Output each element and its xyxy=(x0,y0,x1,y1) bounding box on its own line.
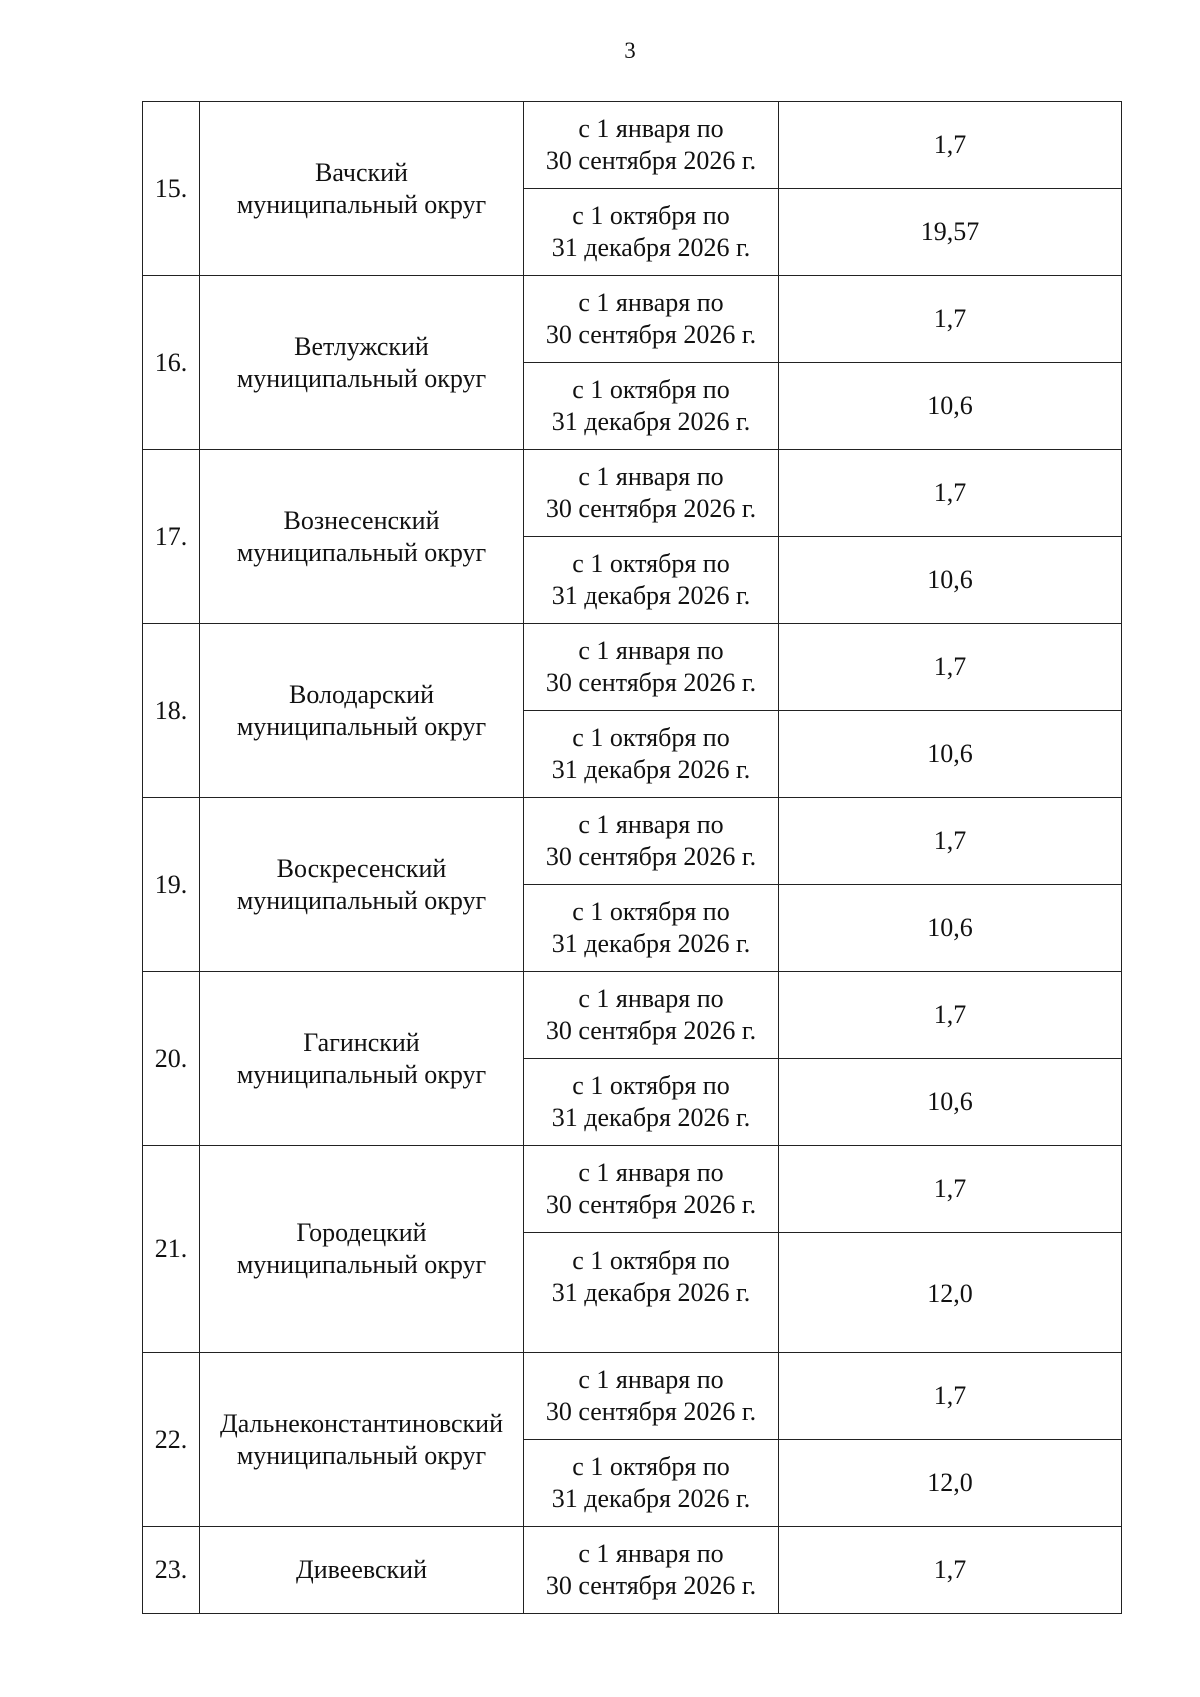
rate-cell: 12,0 xyxy=(779,1440,1122,1527)
period-cell-line1: с 1 октября по xyxy=(572,375,730,404)
row-number: 20. xyxy=(143,972,200,1146)
period-cell xyxy=(524,711,779,798)
period-cell xyxy=(524,972,779,1059)
period-cell xyxy=(524,798,779,885)
table-row xyxy=(143,1146,1122,1233)
period-cell xyxy=(524,1353,779,1440)
period-cell xyxy=(524,1233,779,1353)
row-number: 22. xyxy=(143,1353,200,1527)
period-cell-line2: 30 сентября 2026 г. xyxy=(545,842,757,871)
table-row xyxy=(143,798,1122,885)
period-cell-line1: с 1 января по xyxy=(578,288,724,317)
rate-cell: 10,6 xyxy=(779,1059,1122,1146)
period-cell-line1: с 1 января по xyxy=(578,636,724,665)
district-name-line1: Городецкий xyxy=(296,1218,427,1247)
table-row xyxy=(143,1527,1122,1614)
rate-cell: 1,7 xyxy=(779,450,1122,537)
period-cell-line2: 31 декабря 2026 г. xyxy=(551,1484,751,1513)
rate-cell: 10,6 xyxy=(779,711,1122,798)
district-name-line1: Ветлужский xyxy=(294,331,429,361)
rate-cell: 1,7 xyxy=(779,624,1122,711)
table-row xyxy=(143,276,1122,363)
district-name-line2: муниципальный округ xyxy=(236,1250,487,1279)
table-row xyxy=(143,972,1122,1059)
period-cell xyxy=(524,537,779,624)
period-cell-line1: с 1 января по xyxy=(578,114,724,143)
period-cell xyxy=(524,1527,779,1614)
rate-cell: 1,7 xyxy=(779,1146,1122,1233)
period-cell-line1: с 1 января по xyxy=(578,1539,724,1568)
period-cell-line2: 30 сентября 2026 г. xyxy=(545,1016,757,1045)
period-cell xyxy=(524,624,779,711)
district-name xyxy=(200,450,524,624)
district-name-line2: муниципальный округ xyxy=(236,711,487,741)
row-number: 21. xyxy=(143,1146,200,1353)
district-name xyxy=(200,798,524,972)
period-cell-line2: 31 декабря 2026 г. xyxy=(551,407,751,436)
period-cell-line1: с 1 октября по xyxy=(572,723,730,752)
row-number: 23. xyxy=(143,1527,200,1614)
period-cell-line2: 30 сентября 2026 г. xyxy=(545,494,757,523)
period-cell-line2: 31 декабря 2026 г. xyxy=(551,233,751,262)
district-name-line1: Воскресенский xyxy=(276,853,447,883)
row-number: 16. xyxy=(143,276,200,450)
district-name xyxy=(200,276,524,450)
rate-cell: 1,7 xyxy=(779,1527,1122,1614)
period-cell-line1: с 1 октября по xyxy=(572,1452,730,1481)
period-cell-line1: с 1 января по xyxy=(578,462,724,491)
rates-table xyxy=(142,101,1122,1614)
district-name-line1: Гагинский xyxy=(303,1027,420,1057)
row-number: 15. xyxy=(143,102,200,276)
period-cell-line1: с 1 октября по xyxy=(572,897,730,926)
period-cell-line1: с 1 октября по xyxy=(572,1071,730,1100)
district-name-line1: Володарский xyxy=(289,679,434,709)
district-name xyxy=(200,1353,524,1527)
period-cell-line1: с 1 января по xyxy=(578,984,724,1013)
district-name-line2: муниципальный округ xyxy=(236,1059,487,1089)
district-name xyxy=(200,1146,524,1353)
district-name-line1: Вознесенский xyxy=(283,505,440,535)
period-cell-line2: 30 сентября 2026 г. xyxy=(545,1571,757,1600)
district-name xyxy=(200,624,524,798)
period-cell xyxy=(524,363,779,450)
district-name-line2: муниципальный округ xyxy=(236,1440,487,1470)
rate-cell: 12,0 xyxy=(779,1233,1122,1353)
row-number: 18. xyxy=(143,624,200,798)
period-cell-line2: 31 декабря 2026 г. xyxy=(551,1278,751,1307)
period-cell-line1: с 1 января по xyxy=(578,1158,724,1187)
table-row xyxy=(143,450,1122,537)
period-cell xyxy=(524,1440,779,1527)
period-cell xyxy=(524,450,779,537)
district-name-line2: муниципальный округ xyxy=(236,189,487,219)
district-name xyxy=(200,972,524,1146)
period-cell-line1: с 1 января по xyxy=(578,810,724,839)
district-name-line1: Дивеевский xyxy=(296,1555,427,1584)
period-cell-line1: с 1 октября по xyxy=(572,201,730,230)
rate-cell: 10,6 xyxy=(779,885,1122,972)
period-cell-line1: с 1 октября по xyxy=(572,549,730,578)
period-cell-line1: с 1 октября по xyxy=(572,1246,730,1275)
period-cell-line2: 30 сентября 2026 г. xyxy=(545,1190,757,1219)
period-cell xyxy=(524,102,779,189)
period-cell-line2: 30 сентября 2026 г. xyxy=(545,1397,757,1426)
rate-cell: 1,7 xyxy=(779,276,1122,363)
district-name xyxy=(200,102,524,276)
page-number: 3 xyxy=(624,38,636,63)
period-cell-line2: 30 сентября 2026 г. xyxy=(545,668,757,697)
district-name-line2: муниципальный округ xyxy=(236,363,487,393)
rate-cell: 19,57 xyxy=(779,189,1122,276)
district-name-line1: Вачский xyxy=(315,157,408,187)
district-name-line2: муниципальный округ xyxy=(236,537,487,567)
table-row xyxy=(143,102,1122,189)
period-cell xyxy=(524,885,779,972)
period-cell-line2: 31 декабря 2026 г. xyxy=(551,581,751,610)
rate-cell: 1,7 xyxy=(779,972,1122,1059)
rates-table-body xyxy=(143,102,1122,1614)
period-cell xyxy=(524,276,779,363)
district-name-line2: муниципальный округ xyxy=(236,885,487,915)
row-number: 19. xyxy=(143,798,200,972)
district-name xyxy=(200,1527,524,1614)
rate-cell: 1,7 xyxy=(779,102,1122,189)
row-number: 17. xyxy=(143,450,200,624)
period-cell-line2: 30 сентября 2026 г. xyxy=(545,146,757,175)
rate-cell: 10,6 xyxy=(779,537,1122,624)
period-cell-line2: 31 декабря 2026 г. xyxy=(551,929,751,958)
period-cell xyxy=(524,1146,779,1233)
period-cell xyxy=(524,189,779,276)
rate-cell: 10,6 xyxy=(779,363,1122,450)
district-name-line1: Дальнеконстантиновский xyxy=(219,1408,503,1438)
period-cell-line2: 31 декабря 2026 г. xyxy=(551,1103,751,1132)
table-row xyxy=(143,1353,1122,1440)
table-row xyxy=(143,624,1122,711)
period-cell-line1: с 1 января по xyxy=(578,1365,724,1394)
period-cell-line2: 31 декабря 2026 г. xyxy=(551,755,751,784)
period-cell xyxy=(524,1059,779,1146)
rate-cell: 1,7 xyxy=(779,798,1122,885)
period-cell-line2: 30 сентября 2026 г. xyxy=(545,320,757,349)
rate-cell: 1,7 xyxy=(779,1353,1122,1440)
